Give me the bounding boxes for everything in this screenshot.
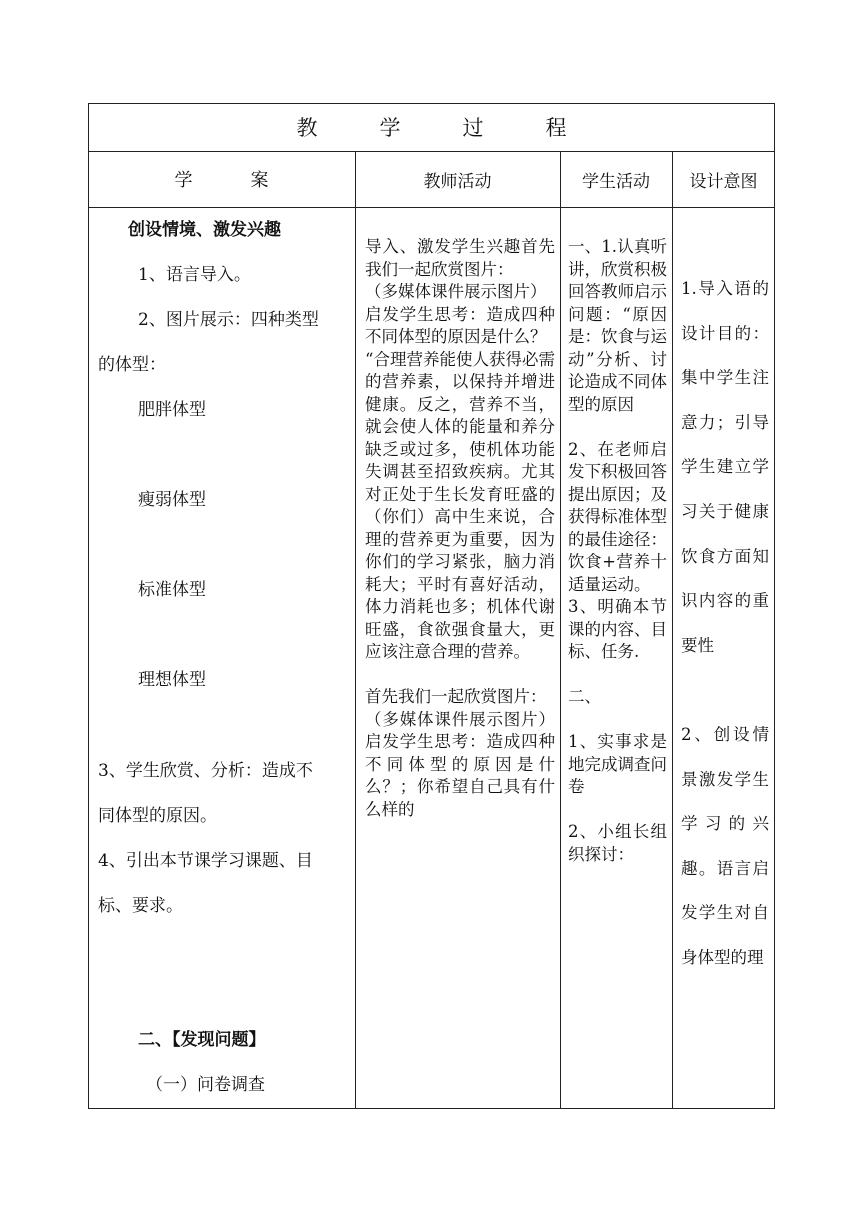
list-item: 2、图片展示：四种类型: [138, 310, 319, 330]
paragraph: 启发学生思考：造成四种不同体型的原因是什么？: [365, 304, 555, 346]
paragraph: 2、创设情景激发学生学习的兴趣。语言启发学生对自身体型的理: [681, 724, 769, 967]
paragraph: 2、在老师启发下积极回答提出原因；及获得标准体型的最佳途径：饮食+营养十适量运动。: [568, 439, 667, 594]
paragraph: 1、实事求是地完成调查问卷: [568, 732, 667, 796]
paragraph: （多媒体课件展示图片）启发学生思考：造成四种不同体型的原因是什么？；你希望自己具有什么样的: [365, 709, 555, 819]
body-type-label: 理想体型: [138, 670, 206, 690]
paragraph: 首先我们一起欣赏图片：: [365, 687, 547, 706]
paragraph: （多媒体课件展示图片）: [365, 282, 547, 301]
column-divider: [672, 151, 673, 1109]
teacher-activity-cell: [365, 236, 555, 821]
paragraph: 二、: [568, 687, 601, 706]
body-type-label: 肥胖体型: [138, 400, 206, 420]
list-item: 3、学生欣赏、分析：造成不: [98, 761, 313, 781]
list-item: 4、引出本节课学习课题、目: [98, 851, 313, 871]
header-teacher-activity: 教师活动: [423, 171, 492, 192]
paragraph: 导入、激发学生兴趣首先我们一起欣赏图片：: [365, 237, 555, 279]
list-item-continuation: 标、要求。: [98, 896, 183, 916]
section-heading: 二、【发现问题】: [138, 1030, 266, 1050]
student-activity-cell: [568, 236, 667, 866]
list-item-continuation: 的体型：: [98, 355, 166, 375]
section-heading: 创设情境、激发兴趣: [128, 220, 281, 240]
subsection-heading: （一）问卷调查: [146, 1075, 265, 1095]
column-divider: [355, 151, 356, 1109]
paragraph: 一、1.认真听讲，欣赏积极回答教师启示问题：“原因是：饮食与运动”分析、讨论造成不同体型的原因: [568, 237, 667, 414]
header-design-intent: 设计意图: [689, 171, 758, 192]
list-item: 1、语言导入。: [138, 265, 251, 285]
table-title: 教学过程: [296, 116, 629, 140]
body-type-label: 瘦弱体型: [138, 490, 206, 510]
header-student-activity: 学生活动: [582, 171, 650, 192]
design-intent-cell: [681, 267, 769, 981]
paragraph: “合理营养能使人获得必需的营养素，以保持并增进健康。反之，营养不当，就会使人体的能量和养分缺乏或过多，使机体功能失调甚至招致疾病。尤其对正处于生长发育旺盛的（你们）高中生来说，合理的营养更为重要，因为你们的学习紧张，脑力消耗大；平时有喜好活动，体力消耗也多；机体代谢旺盛，食欲强食量大，更应该注意合理的营养。: [365, 349, 555, 661]
column-divider: [560, 151, 561, 1109]
paragraph: 2、小组长组织探讨：: [568, 822, 667, 864]
list-item-continuation: 同体型的原因。: [98, 806, 217, 826]
paragraph: 1.导入语的设计目的：集中学生注意力；引导学生建立学习关于健康饮食方面知识内容的重要性: [681, 279, 769, 655]
header-plan: 学案: [174, 170, 327, 191]
paragraph: 3、明确本节课的内容、目标、任务.: [568, 597, 667, 661]
body-type-label: 标准体型: [138, 580, 206, 600]
